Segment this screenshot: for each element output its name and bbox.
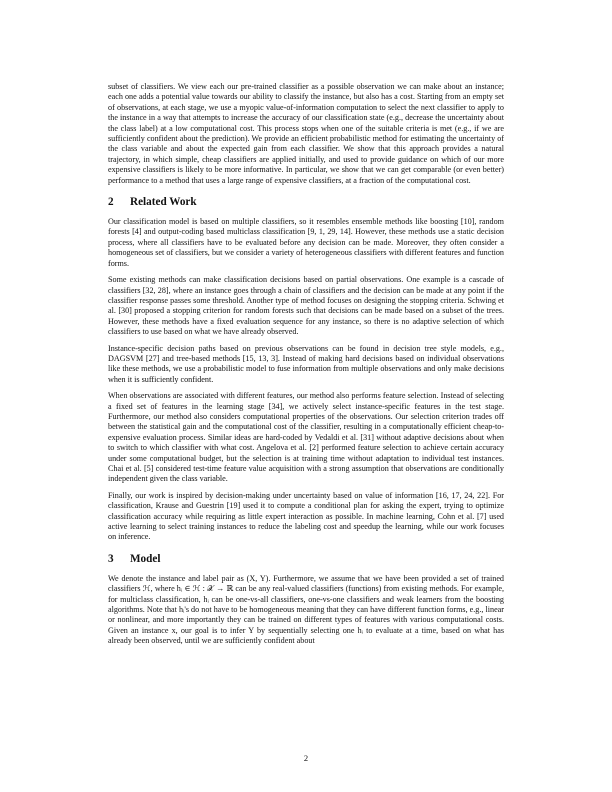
section-heading-model — [108, 553, 504, 566]
model-paragraph-1: We denote the instance and label pair as (X, Y). Furthermore, we assume that we have been provided a set of trained classifiers ℋ, where hᵢ ∈ ℋ : 𝒳 → ℝ can be any real-valued classifiers (functions) from existing methods. For example, for multiclass classification, hᵢ can be one-vs-all classifiers, one-vs-one classifiers and weak learners from the boosting algorithms. Note that hᵢ's do not have to be homogeneous meaning that they can have different function forms, e.g., linear or nonlinear, and more importantly they can be trained on different types of features with various computational costs. Given an instance x, our goal is to infer Y by sequentially selecting one hᵢ to evaluate at a time, based on what has already been observed, until we are sufficiently confident about — [108, 573, 504, 646]
section-heading-related-work — [108, 196, 504, 209]
section-number: 3 — [108, 552, 114, 565]
related-work-paragraph-4: When observations are associated with different features, our method also performs feature selection. Instead of selecting a fixed set of features in the learning stage [34], we actively select instance-specific features in the test stage. Furthermore, our method also considers computational properties of the observations. Our selection criterion trades off between the statistical gain and the computational cost of the classifier, resulting in a computationally efficient cheap-to-expensive evaluation process. Similar ideas are hard-coded by Vedaldi et al. [31] without adaptive decisions about when to switch to which classifier with what cost. Angelova et al. [2] performed feature selection to achieve certain accuracy under some computational budget, but the selection is at training time without adaptation to individual test instances. Chai et al. [5] considered test-time feature value acquisition with a strong assumption that observations are conditionally independent given the class variable. — [108, 391, 504, 484]
related-work-paragraph-5: Finally, our work is inspired by decision-making under uncertainty based on value of information [16, 17, 24, 22]. For classification, Krause and Guestrin [19] used it to compute a conditional plan for asking the expert, trying to optimize classification accuracy while requiring as little expert interaction as possible. In machine learning, Cohn et al. [7] used active learning to select training instances to reduce the labeling cost and speedup the learning, while our work focuses on inference. — [108, 490, 504, 542]
related-work-paragraph-3: Instance-specific decision paths based on previous observations can be found in decision tree style models, e.g., DAGSVM [27] and tree-based methods [15, 13, 3]. Instead of making hard decisions based on individual observations like these methods, we use a probabilistic model to fuse information from multiple observations and only make decisions when it is sufficiently confident. — [108, 343, 504, 384]
page-body — [108, 82, 504, 653]
related-work-paragraph-2: Some existing methods can make classification decisions based on partial observations. One example is a cascade of classifiers [32, 28], where an instance goes through a chain of classifiers and the decision can be made at any point if the classifier response passes some threshold. Another type of method focuses on designing the stopping criteria. Schwing et al. [30] proposed a stopping criterion for random forests such that decisions can be made based on a subset of the trees. However, these methods have a fixed evaluation sequence for any instance, so there is no adaptive selection of which classifiers to use based on what we have already observed. — [108, 275, 504, 337]
section-number: 2 — [108, 196, 114, 209]
intro-continuation-paragraph: subset of classifiers. We view each our pre-trained classifier as a possible observation we can make about an instance; each one adds a potential value towards our ability to classify the instance, but also has a cost. Starting from an empty set of observations, at each stage, we use a myopic value-of-information computation to select the next classifier to apply to the instance in a way that attempts to increase the accuracy of our classification state (e.g., decrease the uncertainty about the class label) at a low computational cost. This process stops when one of the suitable criteria is met (e.g., if we are sufficiently confident about the prediction). We provide an efficient probabilistic method for estimating the uncertainty of the class variable and about the expected gain from each classifier. We show that this approach provides a natural trajectory, in which simple, cheap classifiers are applied initially, and used to provide guidance on which of our more expensive classifiers is likely to be more informative. In particular, we show that we can get comparable (or even better) performance to a method that uses a large range of expensive classifiers, at a fraction of the computational cost. — [108, 82, 504, 185]
page-number: 2 — [303, 753, 309, 763]
related-work-paragraph-1: Our classification model is based on multiple classifiers, so it resembles ensemble methods like boosting [10], random forests [4] and output-coding based multiclass classification [9, 1, 29, 14]. However, these methods use a static decision process, where all classifiers have to be evaluated before any decision can be made. Moreover, they often consider a homogeneous set of classifiers, but we consider a variety of heterogeneous classifiers with different features and function forms. — [108, 217, 504, 268]
section-title: Model — [130, 552, 161, 565]
section-title: Related Work — [130, 196, 197, 209]
